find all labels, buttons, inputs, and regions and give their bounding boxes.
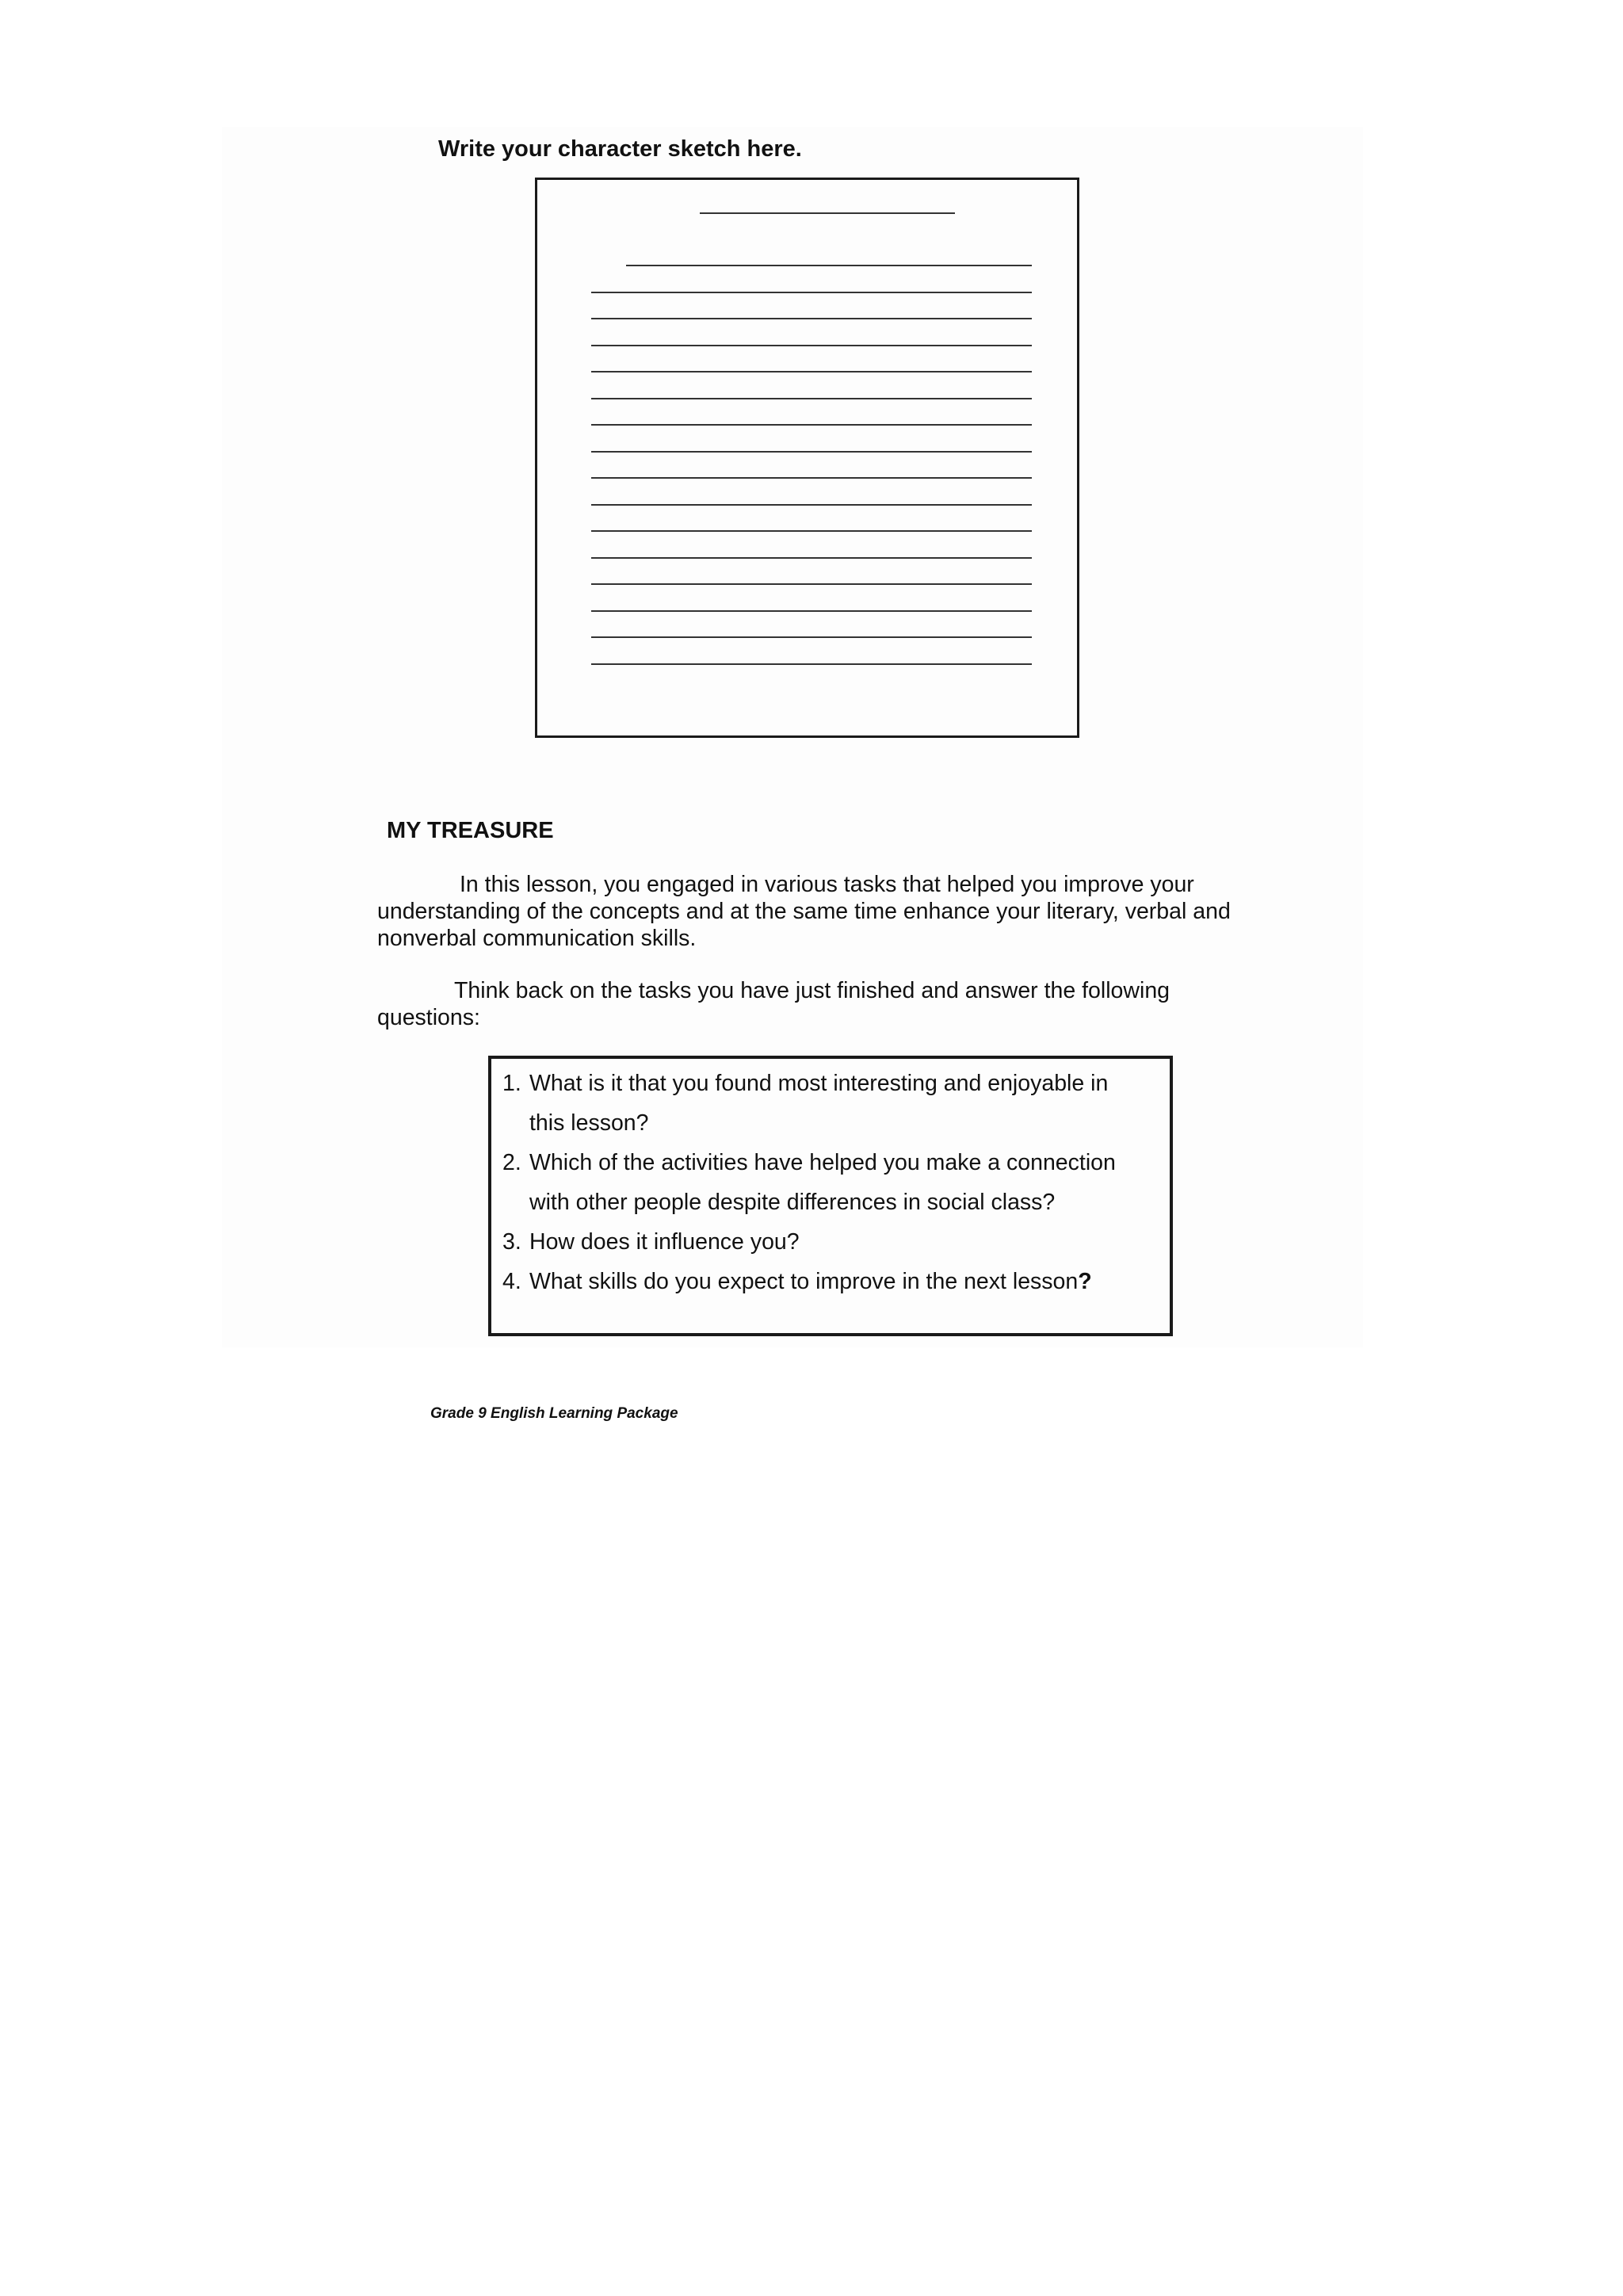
sketch-writing-line <box>591 398 1032 399</box>
question-item <box>502 1262 1116 1301</box>
treasure-heading: MY TREASURE <box>387 818 554 843</box>
reflection-instruction-text: Think back on the tasks you have just finished and answer the following questions: <box>377 978 1170 1030</box>
sketch-writing-line <box>591 504 1032 506</box>
sketch-writing-line <box>591 636 1032 638</box>
reflection-intro-text: In this lesson, you engaged in various tasks that helped you improve your understanding of the concepts and at the same time enhance your literary, verbal and nonverbal communication skills. <box>377 872 1231 951</box>
footer-label: Grade 9 English Learning Package <box>430 1405 678 1422</box>
question-item <box>502 1222 1116 1262</box>
sketch-writing-line <box>591 451 1032 453</box>
reflection-questions-box <box>488 1056 1173 1336</box>
sketch-writing-line <box>591 345 1032 346</box>
sketch-writing-line <box>626 265 1032 266</box>
question-text: What skills do you expect to improve in the next lesson <box>529 1269 1079 1294</box>
question-text: What is it that you found most interesting and enjoyable in this lesson? <box>529 1071 1109 1136</box>
question-text: How does it influence you? <box>529 1229 800 1255</box>
sketch-writing-line <box>591 557 1032 559</box>
reflection-intro-paragraph <box>377 871 1273 952</box>
question-number: 3. <box>502 1229 521 1255</box>
sketch-writing-line <box>591 583 1032 585</box>
sketch-writing-line <box>591 424 1032 426</box>
sketch-writing-line <box>591 610 1032 612</box>
question-item <box>502 1064 1116 1143</box>
sketch-heading: Write your character sketch here. <box>438 136 802 162</box>
question-item <box>502 1143 1116 1222</box>
sketch-writing-line <box>591 530 1032 532</box>
question-number: 2. <box>502 1150 521 1175</box>
sketch-writing-line <box>591 477 1032 479</box>
question-mark: ? <box>1078 1269 1092 1294</box>
reflection-instruction-paragraph <box>377 977 1273 1031</box>
sketch-title-line <box>700 212 955 214</box>
sketch-writing-line <box>591 292 1032 293</box>
question-number: 4. <box>502 1269 521 1294</box>
question-number: 1. <box>502 1071 521 1096</box>
sketch-writing-line <box>591 318 1032 319</box>
sketch-writing-line <box>591 663 1032 665</box>
character-sketch-box <box>535 178 1079 738</box>
sketch-writing-line <box>591 371 1032 372</box>
question-text: Which of the activities have helped you make a connection with other people despite differences in social class? <box>529 1150 1116 1215</box>
reflection-questions-list <box>502 1064 1116 1301</box>
